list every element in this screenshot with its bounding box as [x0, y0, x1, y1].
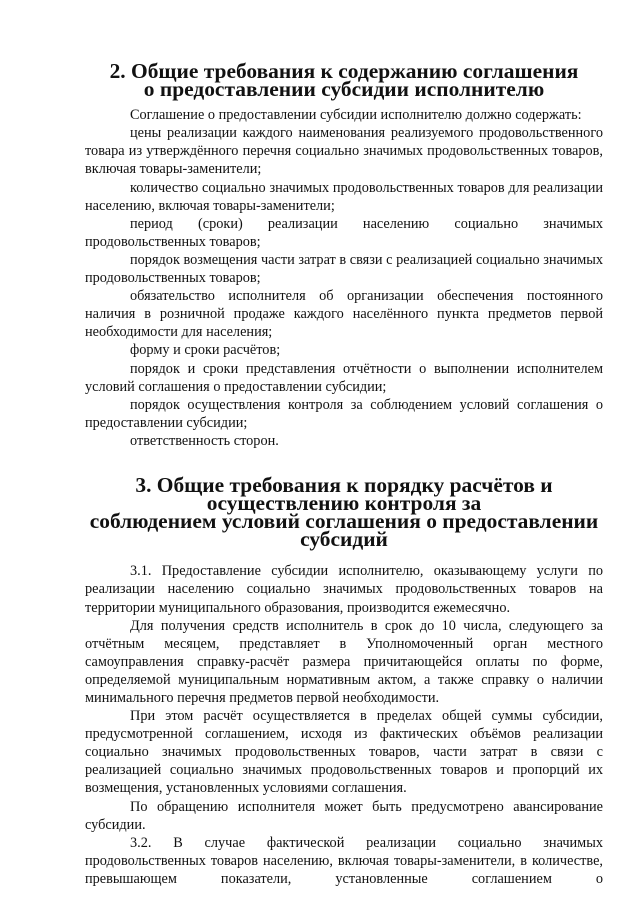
section-2-paragraph: порядок осуществления контроля за соблюдением условий соглашения о предоставлении субсидии;	[85, 396, 603, 431]
section-2-paragraph: цены реализации каждого наименования реализуемого продовольственного товара из утверждённого перечня социально значимых продовольственных товаров, включая товары-заменители;	[85, 125, 603, 178]
section-3-paragraph: 3.1. Предоставление субсидии исполнителю, оказывающему услуги по реализации населению социально значимых продовольственных товаров на территории муниципального образования, производится ежемесячно.	[85, 563, 603, 616]
section-2-body	[85, 106, 603, 450]
section-2-paragraph: порядок возмещения части затрат в связи с реализацией социально значимых продовольственных товаров;	[85, 251, 603, 287]
section-3-body	[85, 562, 603, 888]
section-2-paragraph: форму и сроки расчётов;	[130, 342, 281, 359]
section-3-heading	[85, 472, 603, 552]
section-3-paragraph: Для получения средств исполнитель в срок до 10 числа, следующего за отчётным месяцем, представляет в Уполномоченный орган местного самоуправления справку-расчёт размера причитающейся оплаты по форме, определяемой муниципальным нормативным актом, а также справку о наличии минимального перечня предметов первой необходимости.	[85, 617, 603, 706]
section-3-heading-line-2: соблюдением условий соглашения о предоставлении субсидий	[89, 509, 599, 552]
section-3-paragraph: 3.2. В случае фактической реализации социально значимых продовольственных товаров населению, включая товары-заменители, в количестве, превышающем показатели, установленные соглашением о	[85, 834, 603, 887]
document-page	[85, 59, 603, 888]
section-2-paragraph: ответственность сторон.	[130, 432, 279, 449]
section-3-heading-line-1: 3. Общие требования к порядку расчётов и осуществлению контроля за	[135, 472, 553, 516]
section-3-paragraph: При этом расчёт осуществляется в пределах общей суммы субсидии, предусмотренной соглашением, исходя из фактических объёмов реализации социально значимых продовольственных товаров, части затрат в связи с реализацией социально значимых продовольственных товаров и пропорций их возмещения, установленных условиями соглашения.	[85, 708, 603, 797]
section-2-heading-line-1: 2. Общие требования к содержанию соглашения	[109, 59, 579, 83]
section-3-paragraph: По обращению исполнителя может быть предусмотрено авансирование субсидии.	[85, 798, 603, 833]
section-2-paragraph: количество социально значимых продовольственных товаров для реализации населению, включая товары-заменители;	[85, 179, 603, 214]
section-2-paragraph: обязательство исполнителя об организации обеспечения постоянного наличия в розничной продаже каждого населённого пункта предметов первой необходимости для населения;	[85, 288, 603, 341]
section-2-heading	[85, 59, 603, 102]
section-2-paragraph: период (сроки) реализации населению социально значимых продовольственных товаров;	[85, 215, 603, 250]
section-2-heading-line-2: о предоставлении субсидии исполнителю	[143, 77, 545, 102]
section-2-paragraph: Соглашение о предоставлении субсидии исполнителю должно содержать:	[130, 107, 582, 124]
section-2-paragraph: порядок и сроки представления отчётности о выполнении исполнителем условий соглашения о предоставлении субсидии;	[85, 360, 603, 395]
